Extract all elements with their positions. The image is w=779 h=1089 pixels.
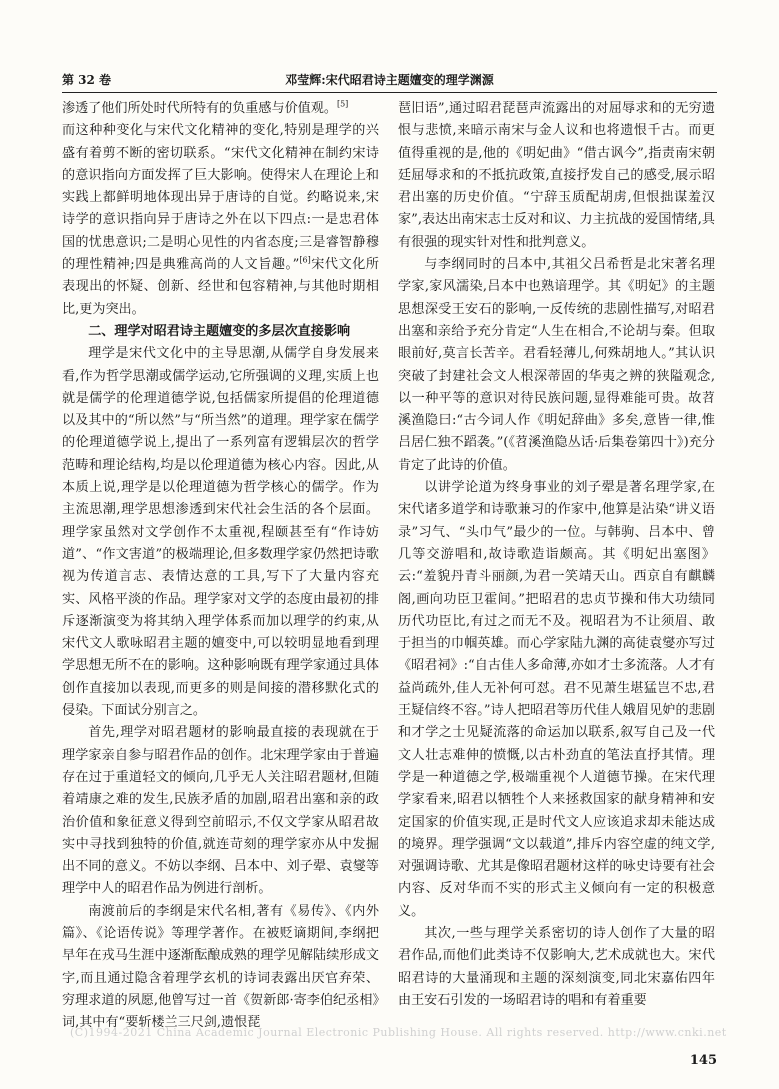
body-paragraph — [398, 477, 715, 923]
paragraph-text: 以讲学论道为终身事业的刘子翚是著名理学家,在宋代诸多道学和诗歌兼习的作家中,他算是沾染“讲义语录”习气、“头巾气”最少的一位。与韩驹、吕本中、曾几等交游唱和,故诗歌造诣颇高。其《明妃出塞图》云:“羞貌丹青斗丽颜,为君一笑靖天山。西京自有麒麟阁,画向功臣卫霍间。”把昭君的忠贞节操和伟大功绩同历代功臣比,有过之而无不及。视昭君为不让须眉、敢于担当的巾帼英雄。而心学家陆九渊的高徒袁燮亦写过《昭君祠》:“自古佳人多命薄,亦如才士多流落。人才有益尚疏外,佳人无补何可怼。君不见萧生堪猛岂不忠,君王疑信终不容。”诗人把昭君等历代佳人娥眉见妒的悲剧和才学之士见疑流落的命运加以联系,叙写自己及一代文人壮志难伸的愤慨,以古朴劲直的笔法直抒其情。理学是一种道德之学,极端重视个人道德节操。在宋代理学家看来,昭君以牺牲个人来拯救国家的献身精神和安定国家的价值实现,正是时代文人应该追求却未能达成的境界。理学强调“文以载道”,排斥内容空虚的纯文学,对强调诗歌、尤其是像昭君题材这样的咏史诗要有社会内容、反对华而不实的形式主义倾向有一定的积极意义。 — [398, 480, 715, 919]
header-rule — [62, 92, 717, 93]
citation-marker: [5] — [336, 99, 349, 109]
paragraph-text: 理学是宋代文化中的主导思潮,从儒学自身发展来看,作为哲学思潮或儒学运动,它所强调的义理,实质上也就是儒学的伦理道德学说,包括儒家所提倡的伦理道德以及其中的“所以然”与“所当然”的道理。理学家在儒学的伦理道德学说上,提出了一系列富有逻辑层次的哲学范畴和理论结构,均是以伦理道德为核心内容。因此,从本质上说,理学是以伦理道德为哲学核心的儒学。作为主流思潮,理学思想渗透到宋代社会生活的各个层面。理学家虽然对文学创作不太重视,程颐甚至有“作诗妨道”、“作文害道”的极端理论,但多数理学家仍然把诗歌视为传道言志、表情达意的工具,写下了大量内容充实、风格平淡的作品。理学家对文学的态度由最初的排斥逐渐演变为将其纳入理学体系而加以理学的约束,从宋代文人歌咏昭君主题的嬗变中,可以较明显地看到理学思想无所不在的影响。这种影响既有理学家通过具体创作直接加以表现,而更多的则是间接的潜移默化式的侵染。下面试分别言之。 — [62, 346, 379, 719]
paragraph-text: 其次,一些与理学关系密切的诗人创作了大量的昭君作品,而他们此类诗不仅影响大,艺术成就也大。宋代昭君诗的大量涌现和主题的深刻演变,同北宋嘉佑四年由王安石引发的一场昭君诗的唱和有着重要 — [398, 925, 715, 1008]
citation-marker: [6] — [299, 255, 311, 265]
paragraph-text: 渗透了他们所处时代所特有的负重感与价值观。 — [62, 101, 337, 116]
page-number: 145 — [689, 1053, 717, 1068]
body-paragraph — [62, 722, 379, 900]
paragraph-text: 首先,理学对昭君题材的影响最直接的表现就在于理学家亲自参与昭君作品的创作。北宋理学家由于普遍存在过于重道轻文的倾向,几乎无人关注昭君题材,但随着靖康之难的发生,民族矛盾的加剧,昭君出塞和亲的政治价值和象征意义得到空前昭示,不仅文学家从昭君故实中寻找到独特的价值,就连苛刻的理学家亦从中发掘出不同的意义。不妨以李纲、吕本中、刘子翚、袁燮等理学中人的昭君作品为例进行剖析。 — [62, 725, 379, 897]
right-text-column — [398, 98, 715, 1012]
section-heading — [62, 321, 379, 343]
page-header — [62, 70, 717, 90]
body-paragraph — [62, 343, 379, 722]
body-paragraph — [398, 98, 715, 254]
body-paragraph — [62, 98, 379, 120]
body-paragraph — [398, 254, 715, 477]
volume-label: 第 32 卷 — [62, 73, 112, 87]
paragraph-text: 琶旧语”,通过昭君琵琶声流露出的对屈辱求和的无穷遗恨与悲愤,来暗示南宋与金人议和也将遗恨千古。而更值得重视的是,他的《明妃曲》“借古讽今”,指责南宋朝廷屈辱求和的不抵抗政策,直接抒发自己的感受,展示昭君出塞的历史价值。“宁辞玉质配胡虏,但恨拙谋羞汉家”,表达出南宋志士反对和议、力主抗战的爱国情绪,具有很强的现实针对性和批判意义。 — [398, 101, 715, 250]
paragraph-text: 南渡前后的李纲是宋代名相,著有《易传》、《内外篇》、《论语传说》等理学著作。在被贬谪期间,李纲把早年在戎马生涯中逐渐酝酿成熟的理学见解陆续形成文字,而且通过隐含着理学玄机的诗词表露出厌官弃荣、穷理求道的夙愿,他曾写过一首《贺新郎·寄李伯纪丞相》词,其中有“要斩楼兰三尺剑,遗恨琵 — [62, 903, 379, 1031]
body-paragraph — [62, 120, 379, 321]
body-paragraph — [398, 923, 715, 1012]
left-text-column — [62, 98, 379, 1034]
running-title: 邓莹辉:宋代昭君诗主题嬗变的理学渊源 — [285, 73, 494, 87]
body-paragraph — [62, 901, 379, 1035]
paragraph-text: 而这种种变化与宋代文化精神的变化,特别是理学的兴盛有着剪不断的密切联系。“宋代文化精神在制约宋诗的意识指向方面发挥了巨大影响。使得宋人在理论上和实践上都鲜明地体现出异于唐诗的自觉。约略说来,宋诗学的意识指向异于唐诗之外在以下四点:一是忠君体国的忧患意识;二是明心见性的内省态度;三是睿智静穆的理性精神;四是典雅高尚的人文旨趣。” — [62, 123, 379, 273]
copyright-watermark: (C)1994-2021 China Academic Journal Electronic Publishing House. All rights reserved. http://www.cnki.net — [70, 1026, 727, 1039]
paragraph-text: 与李纲同时的吕本中,其祖父吕希哲是北宋著名理学家,家风濡染,吕本中也熟谙理学。其《明妃》的主题思想深受王安石的影响,一反传统的悲剧性描写,对昭君出塞和亲给予充分肯定“人生在相合,不论胡与秦。但取眼前好,莫言长苦辛。君看轻薄儿,何殊胡地人。”其认识突破了封建社会文人根深蒂固的华夷之辨的狭隘观念,以一种平等的意识对待民族问题,显得难能可贵。故苕溪渔隐曰:“古今词人作《明妃辞曲》多矣,意皆一律,惟吕居仁独不蹈袭。”(《苕溪渔隐丛话·后集卷第四十》)充分肯定了此诗的价值。 — [398, 257, 715, 473]
paragraph-text: 二、理学对昭君诗主题嬗变的多层次直接影响 — [88, 323, 351, 339]
paragraph-text: 宋代文化所表现出的怀疑、创新、经世和包容精神,与其他时期相比,更为突出。 — [62, 257, 379, 317]
